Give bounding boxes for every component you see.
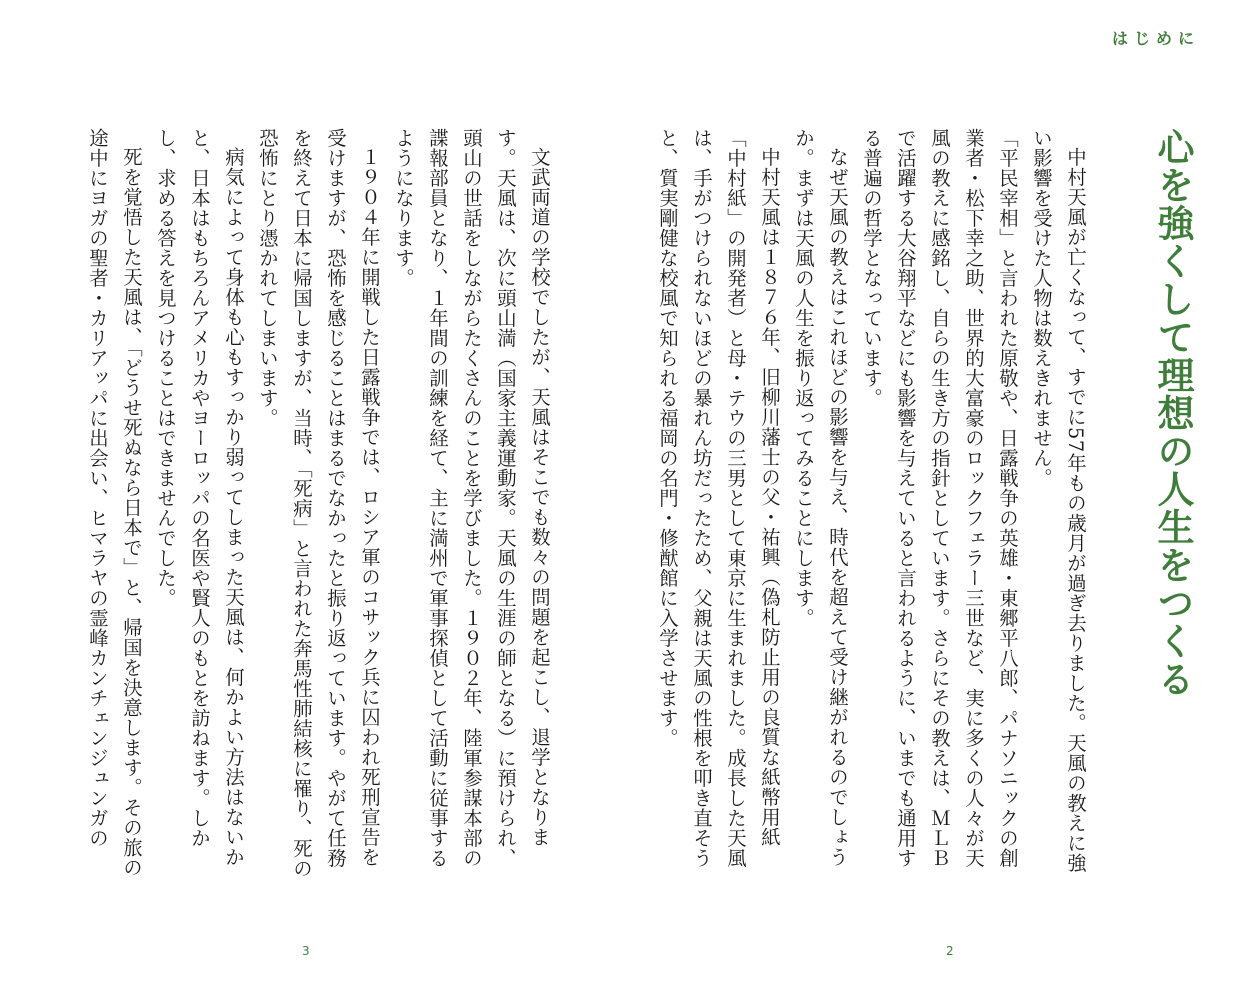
page-number: 3 [302,944,310,958]
running-head: はじめに [1111,29,1200,48]
body-paragraph: １９０４年に開戦した日露戦争では、ロシア軍のコサック兵に囚われ死刑宣告を受けますが、恐怖を感じることはまるでなかったと振り返っています。やがて任務を終えて日本に帰国しますが、当時、「死病」と言われた奔馬性肺結核に罹り、死の恐怖にとり憑かれてしまいます。 [256,128,381,879]
body-paragraph: 中村天風は１８７６年、旧柳川藩士の父・祐興（偽札防止用の良質な紙幣用紙「中村紙」の開発者）と母・テウの三男として東京に生まれました。成長した天風は、手がつけられないほどの暴れん坊だったため、父親は天風の性根を叩き直そうと、質実剛健な校風で知られる福岡の名門・修猷館に入学させます。 [656,128,781,868]
body-paragraph: 死を覚悟した天風は、「どうせ死ぬなら日本で」と、帰国を決意します。その旅の途中にヨガの聖者・カリアッパに出会い、ヒマラヤの霊峰カンチェンジュンガの [86,128,143,878]
body-paragraph: なぜ天風の教えはこれほどの影響を与え、時代を超えて受け継がれるのでしょうか。まずは天風の人生を振り返ってみることにします。 [792,128,849,868]
body-paragraph: 病気によって身体も心もすっかり弱ってしまった天風は、何かよい方法はないかと、日本はもちろんアメリカやヨーロッパの名医や賢人のもとを訪ねます。しかし、求める答えを見つけることはできませんでした。 [154,128,245,868]
body-paragraph: 中村天風が亡くなって、すでに57年もの歳月が過ぎ去りました。天風の教えに強い影響を受けた人物は数えきれません。 [1030,128,1087,874]
body-paragraph: 文武両道の学校でしたが、天風はそこでも数々の問題を起こし、退学となります。天風は、次に頭山満（国家主義運動家。天風の生涯の師となる）に預けられ、頭山の世話をしながらたくさんのことを学びました。１９０２年、陸軍参謀本部の諜報部員となり、１年間の訓練を経て、主に満州で軍事探偵として活動に従事するようになります。 [392,128,551,868]
left-page-body [66,128,556,880]
section-title: 心を強くして理想の人生をつくる [1151,128,1194,698]
right-page-body [656,128,1092,880]
right-page [626,0,1252,1000]
body-paragraph: 「平民宰相」と言われた原敬や、日露戦争の英雄・東郷平八郎、パナソニックの創業者・松下幸之助、世界的大富豪のロックフェラー三世など、実に多くの人々が天風の教えに感銘し、自らの生き方の指針としています。さらにその教えは、ＭＬＢで活躍する大谷翔平などにも影響を与えていると言われるように、いまでも通用する普遍の哲学となっています。 [860,128,1019,868]
page-number: 2 [946,944,954,958]
